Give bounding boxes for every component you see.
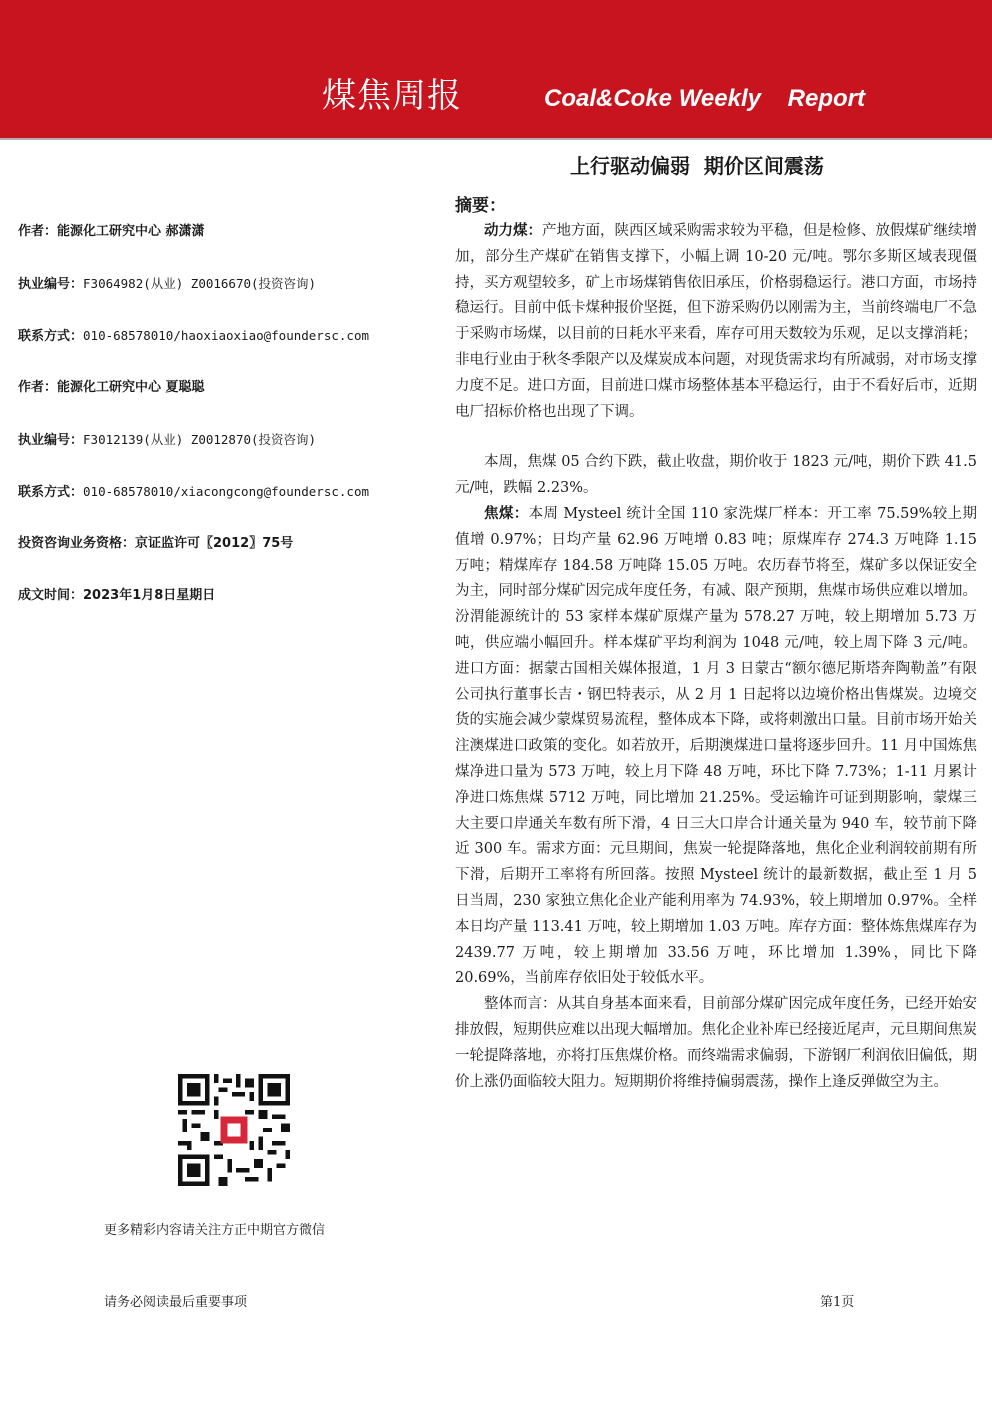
footer-notice: 请务必阅读最后重要事项 (104, 1295, 248, 1310)
page-number: 第1页 (820, 1295, 855, 1310)
author-1-contact: 联系方式：010-68578010/haoxiaoxiao@foundersc.com (18, 328, 369, 344)
qr-caption: 更多精彩内容请关注方正中期官方微信 (104, 1223, 326, 1238)
author-2-name: 作者：能源化工研究中心 夏聪聪 (18, 380, 205, 395)
qualification: 投资咨询业务资格：京证监许可〖2012〗75号 (18, 536, 294, 551)
paragraph-coking-coal: 焦煤：本周 Mysteel 统计全国 110 家洗煤厂样本：开工率 75.59%较上期值增 0.97%；日均产量 62.96 万吨增 0.83 吨；原煤库存 274.3 万吨降 1.15 万吨；精煤库存 184.58 万吨降 15.05 万吨。农历春节将至，煤矿多以保证安全为主，同时部分煤矿因完成年度任务，有减、限产预期，焦煤市场供应难以增加。汾渭能源统计的 53 家样本煤矿原煤产量为 578.27 万吨，较上期增加 5.73 万吨，供应端小幅回升。样本煤矿平均利润为 1048 元/吨，较上周下降 3 元/吨。进口方面：据蒙古国相关媒体报道，1 月 3 日蒙古“额尔德尼斯塔奔陶勒盖”有限公司执行董事长吉・钢巴特表示，从 2 月 1 日起将以边境价格出售煤炭。边境交货的实施会减少蒙煤贸易流程，整体成本下降，或将刺激出口量。目前市场开始关注澳煤进口政策的变化。如若放开，后期澳煤进口量将逐步回升。11 月中国炼焦煤净进口量为 573 万吨，较上月下降 48 万吨，环比下降 7.73%；1-11 月累计净进口炼焦煤 5712 万吨，同比增加 21.25%。受运输许可证到期影响，蒙煤三大主要口岸通关车数有所下滑，4 日三大口岸合计通关量为 940 车，较节前下降近 300 车。需求方面：元旦期间，焦炭一轮提降落地，焦化企业利润较前期有所下滑，后期开工率将有所回落。按照 Mysteel 统计的最新数据，截止至 1 月 5 日当周，230 家独立焦化企业产能利用率为 74.93%，较上期增加 0.97%。全样本日均产量 113.41 万吨，较上期增加 1.03 万吨。库存方面：整体炼焦煤库存为 2439.77 万吨，较上期增加 33.56 万吨，环比增加 1.39%，同比下降 20.69%，当前库存依旧处于较低水平。 (455, 505, 978, 987)
header-title-en: Coal&Coke Weekly Report (544, 85, 865, 112)
paragraph-futures-summary: 本周，焦煤 05 合约下跌，截止收盘，期价收于 1823 元/吨，期价下跌 41.5 元/吨，跌幅 2.23%。 (455, 454, 977, 497)
header-divider (0, 138, 992, 140)
header-title-cn: 煤焦周报 (322, 76, 462, 116)
abstract-body (455, 219, 977, 1095)
report-title: 上行驱动偏弱 期价区间震荡 (570, 154, 824, 178)
header-banner (0, 0, 992, 138)
author-2-contact: 联系方式：010-68578010/xiacongcong@foundersc.com (18, 484, 369, 500)
abstract-label: 摘要： (455, 196, 506, 216)
report-date: 成文时间：2023年1月8日星期日 (18, 588, 216, 603)
wechat-qr-code (178, 1074, 290, 1186)
author-info-panel (18, 222, 438, 638)
author-2-license: 执业编号：F3012139(从业) Z0012870(投资咨询) (18, 432, 317, 448)
paragraph-thermal-coal: 动力煤：产地方面，陕西区域采购需求较为平稳，但是检修、放假煤矿继续增加，部分生产煤矿在销售支撑下，小幅上调 10-20 元/吨。鄂尔多斯区域表现僵持，买方观望较多，矿上市场煤销售依旧承压，价格弱稳运行。港口方面，市场持稳运行。目前中低卡煤种报价坚挺，但下游采购仍以刚需为主，当前终端电厂不急于采购市场煤，以目前的日耗水平来看，库存可用天数较为乐观，足以支撑消耗；非电行业由于秋冬季限产以及煤炭成本问题，对现货需求均有所减弱，对市场支撑力度不足。进口方面，目前进口煤市场整体基本平稳运行，由于不看好后市，近期电厂招标价格也出现了下调。 (455, 223, 977, 420)
paragraph-conclusion: 整体而言：从其自身基本面来看，目前部分煤矿因完成年度任务，已经开始安排放假，短期供应难以出现大幅增加。焦化企业补库已经接近尾声，元旦期间焦炭一轮提降落地，亦将打压焦煤价格。而终端需求偏弱，下游钢厂利润依旧偏低，期价上涨仍面临较大阻力。短期期价将维持偏弱震荡，操作上逢反弹做空为主。 (455, 996, 977, 1090)
author-1-license: 执业编号：F3064982(从业) Z0016670(投资咨询) (18, 276, 317, 292)
author-1-name: 作者：能源化工研究中心 郝潇潇 (18, 224, 205, 239)
